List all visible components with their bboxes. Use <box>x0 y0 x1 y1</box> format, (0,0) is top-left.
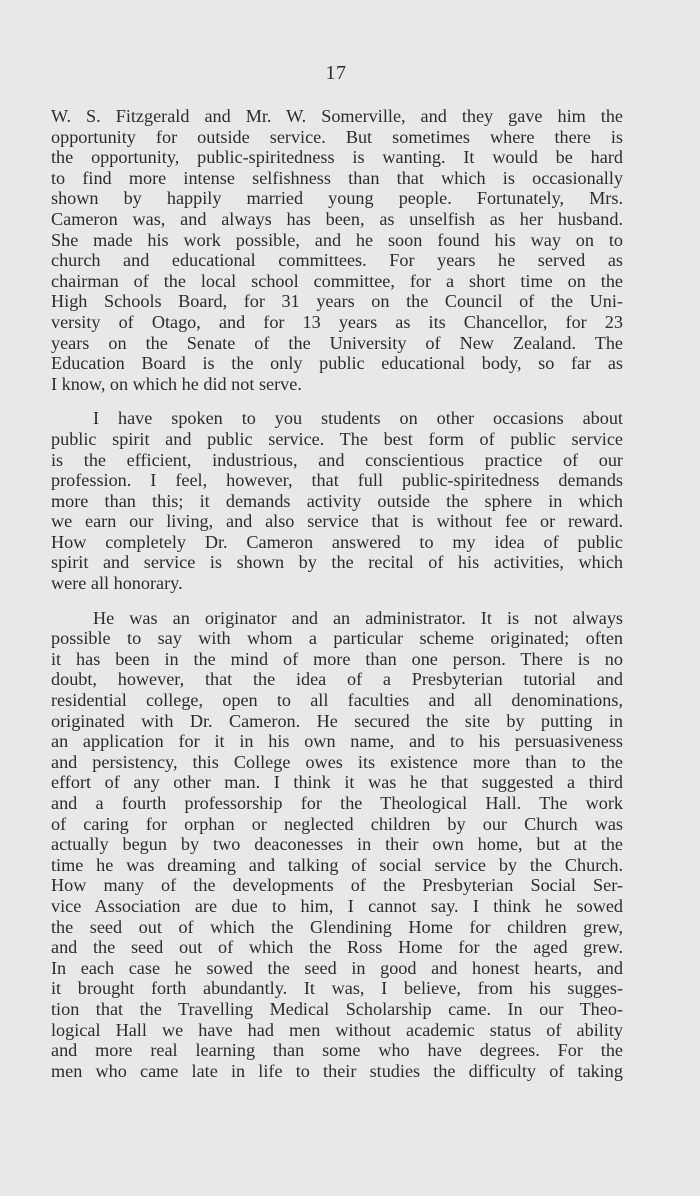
text-line: opportunity for outside service. But sometimes where there is <box>51 126 623 147</box>
text-line: How many of the developments of the Presbyterian Social Ser- <box>51 875 623 896</box>
text-line: W. S. Fitzgerald and Mr. W. Somerville, and they gave him the <box>51 106 623 126</box>
text-line: She made his work possible, and he soon found his way on to <box>51 229 623 250</box>
text-line: were all honorary. <box>51 573 183 594</box>
text-line: profession. I feel, however, that full public-spiritedness demands <box>51 470 623 491</box>
text-line: the seed out of which the Glendining Home for children grew, <box>51 916 623 937</box>
text-line: is the efficient, industrious, and conscientious practice of our <box>51 449 623 470</box>
paragraph-2 <box>51 408 623 593</box>
text-line: possible to say with whom a particular scheme originated; often <box>51 628 623 649</box>
text-line: spirit and service is shown by the recital of his activities, which <box>51 552 623 573</box>
text-line: time he was dreaming and talking of social service by the Church. <box>51 854 623 875</box>
text-line: we earn our living, and also service that is without fee or reward. <box>51 511 623 532</box>
text-line: years on the Senate of the University of New Zealand. The <box>51 332 623 353</box>
paragraph-3 <box>51 608 623 1082</box>
text-line: more than this; it demands activity outside the sphere in which <box>51 490 623 511</box>
text-line: public spirit and public service. The best form of public service <box>51 428 623 449</box>
text-line: Education Board is the only public educational body, so far as <box>51 353 623 374</box>
text-line: it has been in the mind of more than one person. There is no <box>51 648 623 669</box>
text-line: the opportunity, public-spiritedness is wanting. It would be hard <box>51 147 623 168</box>
text-line: shown by happily married young people. Fortunately, Mrs. <box>51 188 623 209</box>
text-line: In each case he sowed the seed in good and honest hearts, and <box>51 957 623 978</box>
text-line: logical Hall we have had men without academic status of ability <box>51 1019 623 1040</box>
text-line: I know, on which he did not serve. <box>51 373 302 394</box>
text-line: Cameron was, and always has been, as unselfish as her husband. <box>51 208 623 229</box>
text-line: effort of any other man. I think it was he that suggested a third <box>51 772 623 793</box>
text-line: originated with Dr. Cameron. He secured the site by putting in <box>51 710 623 731</box>
text-line: versity of Otago, and for 13 years as its Chancellor, for 23 <box>51 311 623 332</box>
text-line: to find more intense selfishness than that which is occasionally <box>51 167 623 188</box>
text-line: men who came late in life to their studies the difficulty of taking <box>51 1060 623 1081</box>
text-line: an application for it in his own name, and to his persuasiveness <box>51 731 623 752</box>
text-line: How completely Dr. Cameron answered to my idea of public <box>51 531 623 552</box>
text-line: chairman of the local school committee, for a short time on the <box>51 270 623 291</box>
body-text <box>51 106 623 1095</box>
text-line: He was an originator and an administrator. It is not always <box>93 607 623 628</box>
text-line: of caring for orphan or neglected children by our Church was <box>51 813 623 834</box>
paragraph-1 <box>51 106 623 394</box>
text-line: I have spoken to you students on other occasions about <box>93 408 623 429</box>
text-line: tion that the Travelling Medical Scholarship came. In our Theo- <box>51 998 623 1019</box>
text-line: church and educational committees. For years he served as <box>51 250 623 271</box>
text-line: it brought forth abundantly. It was, I believe, from his sugges- <box>51 978 623 999</box>
text-line: actually begun by two deaconesses in their own home, but at the <box>51 834 623 855</box>
text-line: vice Association are due to him, I cannot say. I think he sowed <box>51 895 623 916</box>
page-number: 17 <box>325 62 347 84</box>
text-line: and a fourth professorship for the Theological Hall. The work <box>51 793 623 813</box>
text-line: residential college, open to all faculties and all denominations, <box>51 690 623 711</box>
text-line: and the seed out of which the Ross Home for the aged grew. <box>51 937 623 958</box>
text-line: and persistency, this College owes its existence more than to the <box>51 751 623 772</box>
text-line: and more real learning than some who have degrees. For the <box>51 1040 623 1061</box>
text-line: doubt, however, that the idea of a Presbyterian tutorial and <box>51 669 623 690</box>
text-line: High Schools Board, for 31 years on the Council of the Uni- <box>51 291 623 312</box>
